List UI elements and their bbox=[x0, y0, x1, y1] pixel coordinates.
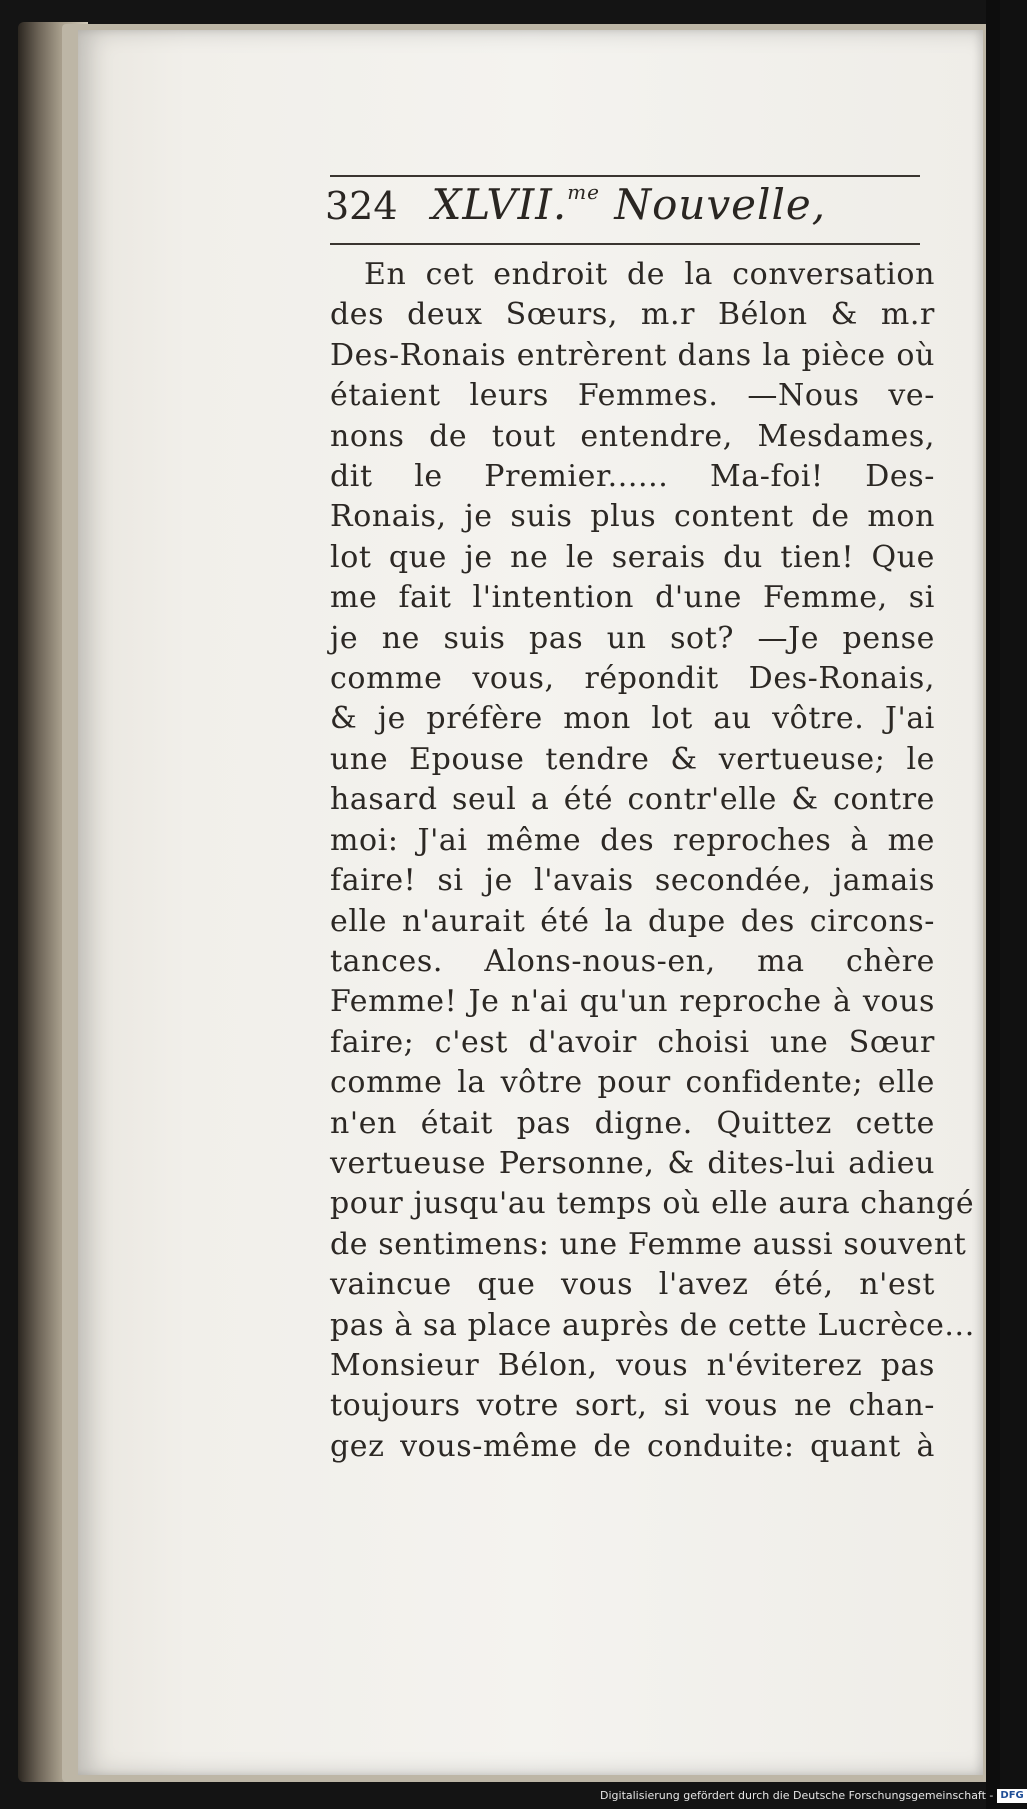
text-line: En cet endroit de la conversation bbox=[364, 257, 935, 292]
text-line: je ne suis pas un sot? —Je pense bbox=[330, 620, 935, 656]
text-line: & je préfère mon lot au vôtre. J'ai bbox=[330, 701, 935, 737]
text-line: dit le Premier...... Ma-foi! Des- bbox=[330, 459, 935, 495]
text-line: vertueuse Personne, & dites-lui adieu bbox=[330, 1145, 935, 1181]
text-line: me fait l'intention d'une Femme, si bbox=[330, 580, 935, 616]
dfg-logo: DFG bbox=[997, 1789, 1026, 1803]
text-line: Monsieur Bélon, vous n'éviterez pas bbox=[330, 1347, 935, 1383]
text-line: faire; c'est d'avoir choisi une Sœur bbox=[330, 1024, 935, 1060]
page-number: 324 bbox=[325, 184, 398, 228]
text-line: tances. Alons-nous-en, ma chère bbox=[330, 943, 935, 979]
text-line: pas à sa place auprès de cette Lucrèce... bbox=[330, 1307, 975, 1343]
text-line: hasard seul a été contr'elle & contre bbox=[330, 782, 935, 818]
text-line: une Epouse tendre & vertueuse; le bbox=[330, 741, 935, 777]
text-line: étaient leurs Femmes. —Nous ve- bbox=[330, 378, 935, 414]
header-rule-bottom bbox=[330, 243, 920, 245]
scan-border bbox=[986, 0, 1000, 1809]
running-title-superscript: me bbox=[567, 180, 601, 204]
text-line: de sentimens: une Femme aussi souvent bbox=[330, 1226, 967, 1262]
text-line: moi: J'ai même des reproches à me bbox=[330, 822, 935, 858]
digitization-credit bbox=[600, 1786, 1024, 1806]
text-line: Ronais, je suis plus content de mon bbox=[330, 499, 935, 535]
running-title-rest: Nouvelle, bbox=[600, 180, 827, 229]
text-line: pour jusqu'au temps où elle aura changé bbox=[330, 1186, 975, 1222]
text-line: nons de tout entendre, Mesdames, bbox=[330, 418, 935, 454]
text-line: Des-Ronais entrèrent dans la pièce où bbox=[330, 337, 935, 373]
running-title bbox=[432, 180, 827, 229]
text-line: n'en était pas digne. Quittez cette bbox=[330, 1105, 935, 1141]
running-title-main: XLVII. bbox=[431, 180, 568, 229]
text-line: elle n'aurait été la dupe des circons- bbox=[330, 903, 935, 939]
text-line: vaincue que vous l'avez été, n'est bbox=[330, 1267, 935, 1303]
text-line: faire! si je l'avais secondée, jamais bbox=[330, 863, 935, 899]
running-header bbox=[325, 180, 925, 240]
text-line: des deux Sœurs, m.r Bélon & m.r bbox=[330, 297, 935, 333]
text-line: comme vous, répondit Des-Ronais, bbox=[330, 661, 935, 697]
text-line: Femme! Je n'ai qu'un reproche à vous bbox=[330, 984, 935, 1020]
text-line: lot que je ne le serais du tien! Que bbox=[330, 539, 935, 575]
body-text bbox=[330, 255, 975, 1467]
text-line: gez vous-même de conduite: quant à bbox=[330, 1428, 935, 1464]
text-line: comme la vôtre pour confidente; elle bbox=[330, 1065, 935, 1101]
header-rule-top bbox=[330, 175, 920, 177]
text-line: toujours votre sort, si vous ne chan- bbox=[330, 1388, 935, 1424]
credit-text: Digitalisierung gefördert durch die Deutsche Forschungsgemeinschaft - bbox=[600, 1789, 994, 1802]
